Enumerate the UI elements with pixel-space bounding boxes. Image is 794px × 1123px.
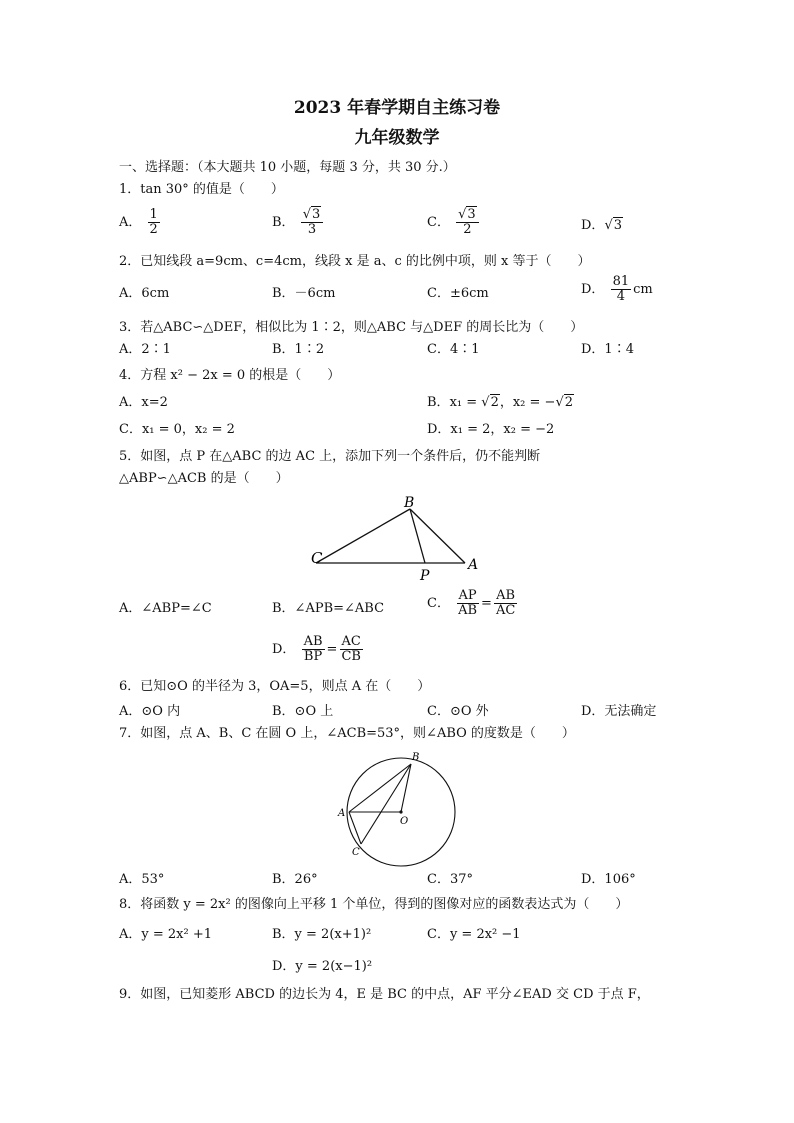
q8-option-b: B．y = 2(x+1)² <box>272 927 372 942</box>
q1-option-d: D．√3 <box>581 218 623 233</box>
q1-d-rad: 3 <box>613 218 623 233</box>
point-p-label: P <box>420 568 430 584</box>
q1-a-den: 2 <box>149 222 158 237</box>
q5-d-eq: = <box>326 642 338 657</box>
q5-c-n2: AB <box>496 588 516 603</box>
q2-option-a: A．6cm <box>119 286 170 301</box>
center-dot <box>399 810 402 813</box>
q3-option-a: A．2∶1 <box>119 342 171 357</box>
q8-option-a: A．y = 2x² +1 <box>119 927 212 942</box>
question-8-stem: 8．将函数 y = 2x² 的图像向上平移 1 个单位，得到的图像对应的函数表达式为（ ） <box>119 897 629 912</box>
question-5-stem-line1: 5．如图，点 P 在△ABC 的边 AC 上，添加下列一个条件后，仍不能判断 <box>119 449 541 464</box>
question-2-stem: 2．已知线段 a=9cm、c=4cm，线段 x 是 a、c 的比例中项，则 x 等于（ ） <box>119 254 591 269</box>
q5-option-b: B．∠APB=∠ABC <box>272 601 385 616</box>
q3-option-c: C．4∶1 <box>427 342 480 357</box>
q1-b-num: 3 <box>312 207 321 222</box>
q5-option-a: A．∠ABP=∠C <box>119 601 212 616</box>
point-c-label: C <box>311 549 323 567</box>
question-3-stem: 3．若△ABC∽△DEF，相似比为 1∶2，则△ABC 与△DEF 的周长比为（ ） <box>119 320 584 335</box>
question-6-stem: 6．已知⊙O 的半径为 3，OA=5，则点 A 在（ ） <box>119 679 431 694</box>
q5-c-label: C． <box>427 596 450 611</box>
q2-d-unit: cm <box>633 282 653 297</box>
q4-b-text2: ，x₂ = − <box>499 395 556 410</box>
q7-option-a: A．53° <box>119 872 165 887</box>
q1-a-label: A． <box>119 215 142 230</box>
segment-bc <box>361 764 411 844</box>
q4-b-text1: x₁ = <box>449 395 482 410</box>
q2-option-b: B．－6cm <box>272 286 336 301</box>
q1-c-label: C． <box>427 215 450 230</box>
q4-b-rad1: 2 <box>490 395 499 410</box>
segment-ac <box>349 812 361 844</box>
question-5-stem-line2: △ABP∽△ACB 的是（ ） <box>119 471 289 486</box>
point-o-label: O <box>400 816 409 827</box>
q4-option-d: D．x₁ = 2，x₂ = −2 <box>427 422 555 437</box>
point-a-label: A <box>338 808 346 819</box>
q2-d-label: D． <box>581 282 605 297</box>
q5-d-label: D． <box>272 642 296 657</box>
q5-c-d2: AC <box>495 603 516 618</box>
q1-b-num-wrap: √3 <box>301 208 324 223</box>
q2-option-c: C．±6cm <box>427 286 489 301</box>
segment-ab <box>349 764 411 812</box>
q7-option-d: D．106° <box>581 872 636 887</box>
q1-c-den: 2 <box>463 222 472 237</box>
q5-c-n1: AP <box>458 588 477 603</box>
q7-option-c: C．37° <box>427 872 473 887</box>
q1-b-den: 3 <box>307 222 317 237</box>
q1-c-num: 3 <box>467 207 476 222</box>
q4-option-c: C．x₁ = 0，x₂ = 2 <box>119 422 235 437</box>
q8-option-c: C．y = 2x² −1 <box>427 927 521 942</box>
q2-d-num: 81 <box>612 274 630 289</box>
q8-option-d: D．y = 2(x−1)² <box>272 959 373 974</box>
q1-b-label: B． <box>272 215 295 230</box>
page-subtitle: 九年级数学 <box>354 128 440 148</box>
q1-d-label: D． <box>581 218 605 233</box>
q3-option-d: D．1∶4 <box>581 342 634 357</box>
q5-c-d1: AB <box>458 603 478 618</box>
q5-d-n2: AC <box>341 634 361 649</box>
q6-option-b: B．⊙O 上 <box>272 704 334 719</box>
q5-d-d1: BP <box>303 649 323 664</box>
question-9-stem: 9．如图，已知菱形 ABCD 的边长为 4，E 是 BC 的中点，AF 平分∠EAD 交 CD 于点 F， <box>119 987 650 1002</box>
q5-c-eq: = <box>481 596 492 611</box>
page-title: 2023 年春学期自主练习卷 <box>293 98 501 118</box>
q3-option-b: B．1∶2 <box>272 342 325 357</box>
q4-option-a: A．x=2 <box>119 395 168 410</box>
question-7-stem: 7．如图，点 A、B、C 在圆 O 上，∠ACB=53°，则∠ABO 的度数是（ ） <box>119 726 575 741</box>
q4-b-rad2: 2 <box>564 395 574 410</box>
point-a-label: A <box>468 557 479 573</box>
q5-d-d2: CB <box>341 649 361 664</box>
question-1-stem: 1．tan 30° 的值是（ ） <box>119 182 284 197</box>
q1-a-num: 1 <box>149 207 158 222</box>
section-heading: 一、选择题：（本大题共 10 小题，每题 3 分，共 30 分.） <box>119 160 456 175</box>
point-c-label: C <box>352 847 360 858</box>
point-b-label: B <box>412 752 420 763</box>
q4-b-label: B． <box>427 395 450 410</box>
q1-c-num-wrap: √3 <box>456 208 479 223</box>
q5-d-n1: AB <box>303 634 323 649</box>
q2-d-den: 4 <box>616 289 625 304</box>
q4-option-b: B．x₁ = √2，x₂ = −√2 <box>427 395 574 410</box>
q6-option-a: A．⊙O 内 <box>119 704 181 719</box>
question-4-stem: 4．方程 x² − 2x = 0 的根是（ ） <box>119 368 341 383</box>
point-b-label: B <box>404 495 415 511</box>
q6-option-c: C．⊙O 外 <box>427 704 489 719</box>
q6-option-d: D．无法确定 <box>581 704 657 719</box>
q7-option-b: B．26° <box>272 872 318 887</box>
